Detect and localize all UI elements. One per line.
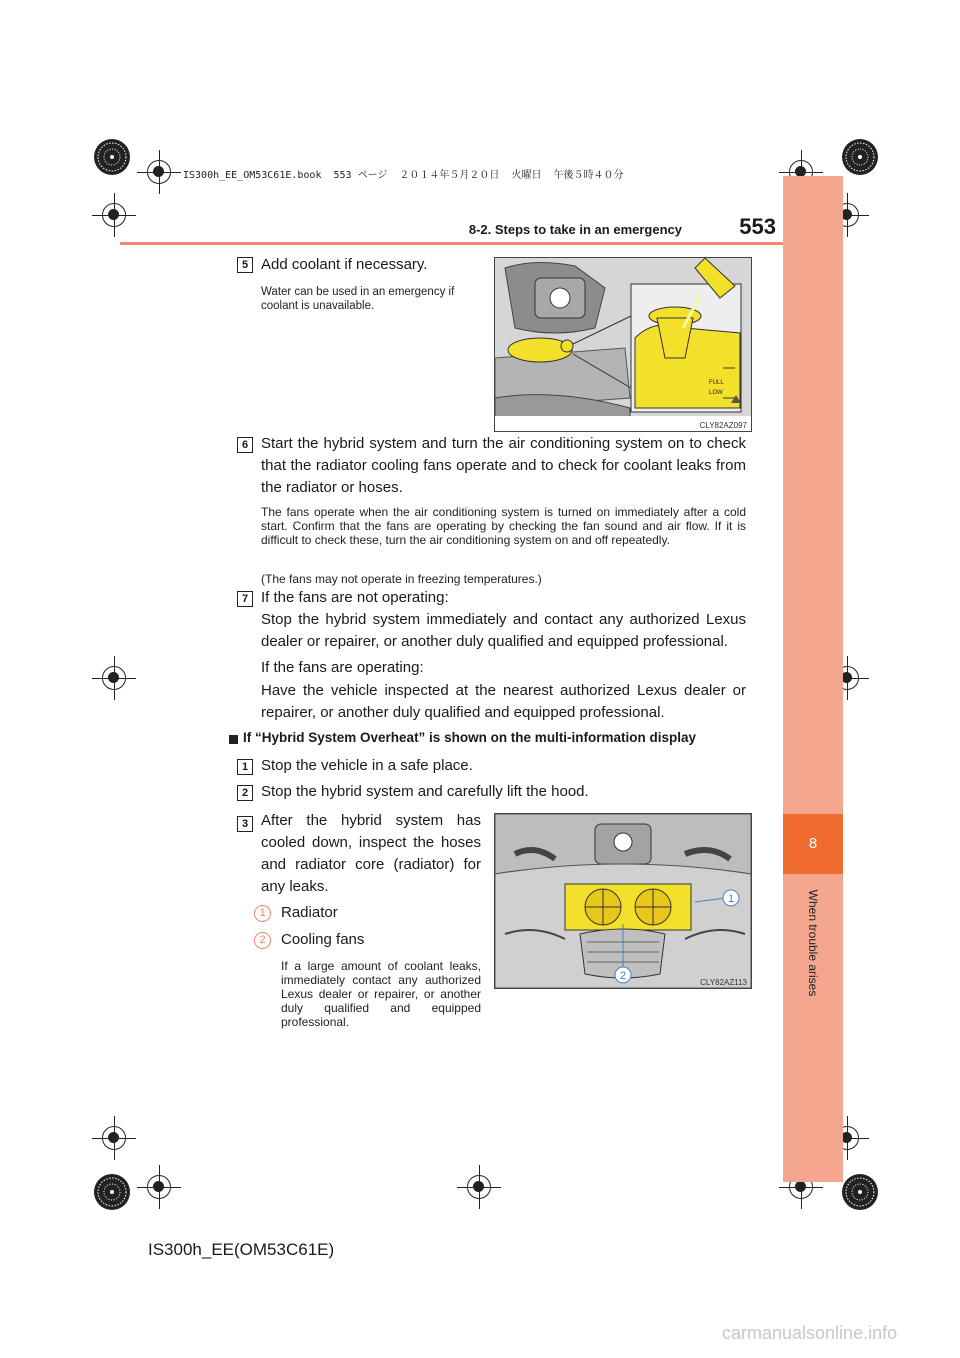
step-text: After the hybrid system has cooled down, inspect the hoses and radiator core (radiator) for any leaks. [261,812,481,895]
registration-mark [92,1116,136,1160]
manual-id: IS300h_EE(OM53C61E) [148,1240,335,1259]
step-number: 6 [237,437,253,453]
coolant-figure [494,257,752,432]
gauge-low-label: LOW [709,390,723,396]
radiator-illustration [495,814,751,988]
side-tab [783,176,843,1182]
chapter-title: When trouble arises [806,889,820,997]
registration-mark [92,193,136,237]
chapter-number-tab [783,814,843,874]
leak-note: If a large amount of coolant leaks, immediately contact any authorized Lexus dealer or repairer, or another duly qualified and equipped professional. [281,959,481,1029]
registration-mark [457,1165,501,1209]
step-note-2: (The fans may not operate in freezing temperatures.) [261,572,542,586]
callout-1: 1 [727,893,735,905]
file-stamp: IS300h_EE_OM53C61E.book 553 ページ ２０１４年５月２０日 火曜日 午後５時４０分 [183,170,624,181]
figure-code: CLY82AZ113 [700,978,747,987]
starburst-mark [840,1172,880,1212]
legend-label: Cooling fans [281,931,365,948]
registration-mark [137,150,181,194]
gauge-full-label: FULL [709,380,724,386]
step-number: 7 [237,591,253,607]
radiator-figure [494,813,752,989]
square-bullet [229,735,238,744]
registration-mark [137,1165,181,1209]
figure-code: CLY82AZ097 [699,421,747,430]
legend-number: 2 [254,932,271,949]
step-number: 1 [237,759,253,775]
step-text: If the fans are not operating: [261,589,449,606]
section-heading: If “Hybrid System Overheat” is shown on the multi-information display [243,730,697,745]
step-note: The fans operate when the air conditioning system is turned on immediately after a cold start. Confirm that the fans are operating by checking the fan sound and air flow. If it is difficult to check these, turn the air conditioning system on and off repeatedly. [261,505,746,547]
step-number: 3 [237,816,253,832]
step-text: Add coolant if necessary. [261,256,428,273]
starburst-mark [840,137,880,177]
legend-number: 1 [254,905,271,922]
step-note: Water can be used in an emergency if coolant is unavailable. [261,286,455,312]
callout-2: 2 [619,970,627,982]
step-text: Have the vehicle inspected at the nearest authorized Lexus dealer or repairer, or another duly qualified and equipped professional. [261,682,746,721]
starburst-mark [92,137,132,177]
legend-label: Radiator [281,904,338,921]
registration-mark [92,656,136,700]
step-text: Stop the hybrid system immediately and contact any authorized Lexus dealer or repairer, or another duly qualified and equipped professional. [261,611,746,650]
watermark: carmanualsonline.info [722,1323,898,1343]
step-number: 5 [237,257,253,273]
header-rule [120,242,783,245]
starburst-mark [92,1172,132,1212]
step-text: Stop the vehicle in a safe place. [261,757,473,774]
chapter-number: 8 [808,835,818,852]
step-number: 2 [237,785,253,801]
engine-coolant-illustration [495,258,751,431]
step-text: Start the hybrid system and turn the air conditioning system on to check that the radiator cooling fans operate and to check for coolant leaks from the radiator or hoses. [261,435,746,496]
step-text: If the fans are operating: [261,659,424,676]
page-number: 553 [739,214,776,239]
section-title: 8-2. Steps to take in an emergency [468,222,682,237]
step-text: Stop the hybrid system and carefully lift the hood. [261,783,589,800]
